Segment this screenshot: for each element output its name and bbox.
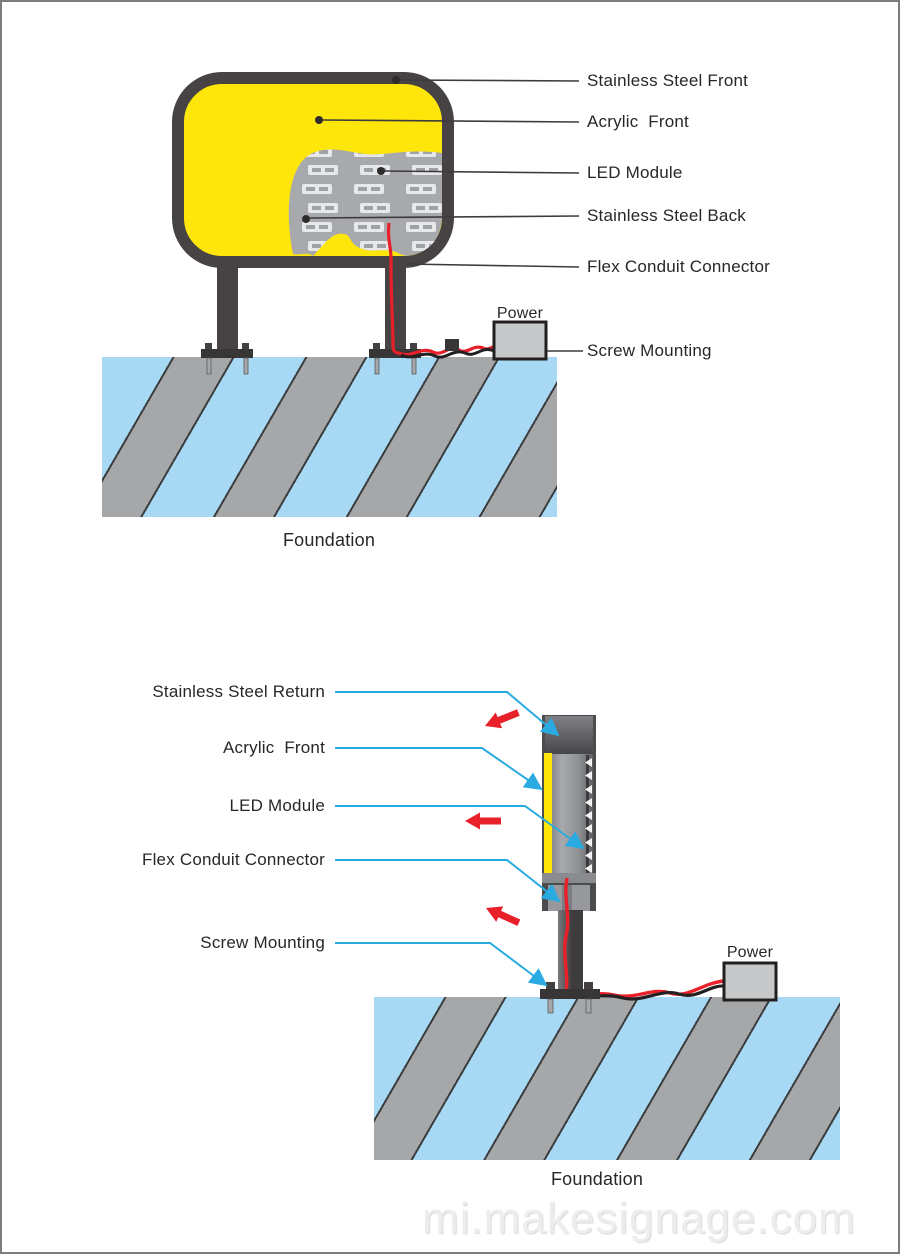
acrylic-front-strip <box>544 753 552 874</box>
label-acrylic-front-top: Acrylic Front <box>587 112 689 131</box>
label-stainless-steel-back: Stainless Steel Back <box>587 206 746 225</box>
post-left <box>217 258 238 350</box>
label-flex-conduit-bottom: Flex Conduit Connector <box>142 850 325 869</box>
viewing-direction-arrows <box>465 705 522 931</box>
label-screw-mounting-bottom: Screw Mounting <box>200 933 325 952</box>
label-acrylic-front-bottom: Acrylic Front <box>223 738 325 757</box>
power-box-bottom <box>724 963 776 1000</box>
label-flex-conduit-top: Flex Conduit Connector <box>587 257 770 276</box>
label-stainless-steel-front: Stainless Steel Front <box>587 71 749 90</box>
post-side <box>558 910 583 990</box>
steel-back-and-leds <box>282 142 447 262</box>
cabinet-bottom-edge <box>542 883 596 885</box>
red-arrow-bottom <box>483 900 523 930</box>
power-box-top <box>494 322 546 359</box>
conduit-junction-box <box>445 339 459 351</box>
diagram-artwork <box>2 2 900 1254</box>
post-right <box>385 258 406 350</box>
label-led-module-top: LED Module <box>587 163 683 182</box>
led-strip-modules <box>585 758 592 873</box>
label-stainless-steel-return: Stainless Steel Return <box>152 682 325 701</box>
cabinet-bottom-bar <box>542 873 596 884</box>
label-led-module-bottom: LED Module <box>229 796 325 815</box>
label-power-bottom: Power <box>726 944 774 961</box>
red-arrow-top <box>482 705 522 734</box>
front-view-group <box>178 76 583 374</box>
stainless-return-cap <box>545 716 593 754</box>
label-screw-mounting-top: Screw Mounting <box>587 341 712 360</box>
label-foundation-bottom: Foundation <box>550 1169 644 1189</box>
label-foundation-top: Foundation <box>282 530 376 550</box>
watermark-text: mi.makesignage.com <box>422 1194 856 1243</box>
label-power-top: Power <box>496 305 544 322</box>
side-view-group <box>335 692 776 1013</box>
red-arrow-middle <box>465 813 501 830</box>
